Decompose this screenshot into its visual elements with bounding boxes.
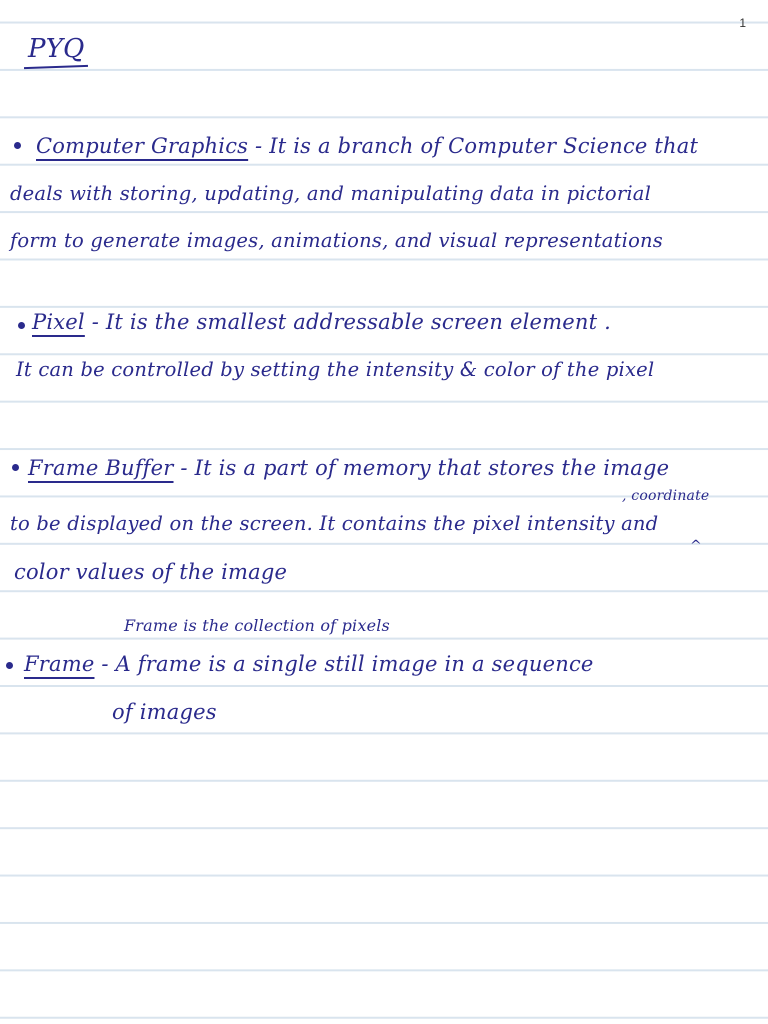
note-frame: [24, 652, 594, 676]
note-line: to be displayed on the screen. It contains the pixel intensity and: [10, 512, 659, 535]
bullet-frame-buffer: [12, 464, 19, 471]
bullet-pixel: [18, 322, 25, 329]
note-computer-graphics: [36, 134, 698, 158]
note-line: deals with storing, updating, and manipulating data in pictorial: [10, 182, 652, 205]
note-line: - It is a part of memory that stores the image: [180, 456, 670, 480]
note-line: of images: [112, 700, 217, 724]
bullet-frame: [6, 662, 13, 669]
note-line: - A frame is a single still image in a sequence: [101, 652, 594, 676]
note-frame-buffer: [28, 456, 669, 480]
term-frame-buffer: Frame Buffer: [28, 456, 174, 480]
term-frame: Frame: [24, 652, 95, 676]
page-title: PYQ: [28, 34, 85, 64]
note-line: - It is a branch of Computer Science that: [255, 134, 699, 158]
term-pixel: Pixel: [32, 310, 85, 334]
term-computer-graphics: Computer Graphics: [36, 134, 249, 158]
title-underline: [24, 65, 88, 69]
page-number: 1: [739, 16, 746, 30]
note-line: It can be controlled by setting the intensity & color of the pixel: [16, 358, 655, 381]
side-note: Frame is the collection of pixels: [124, 616, 390, 635]
note-pixel: [32, 310, 611, 334]
note-line: - It is the smallest addressable screen element .: [91, 310, 611, 334]
bullet-computer-graphics: [14, 142, 21, 149]
insertion-mark: ^: [690, 538, 702, 554]
note-line: color values of the image: [14, 560, 288, 584]
insertion-coordinate: , coordinate: [622, 488, 710, 504]
note-line: form to generate images, animations, and visual representations: [10, 229, 663, 252]
